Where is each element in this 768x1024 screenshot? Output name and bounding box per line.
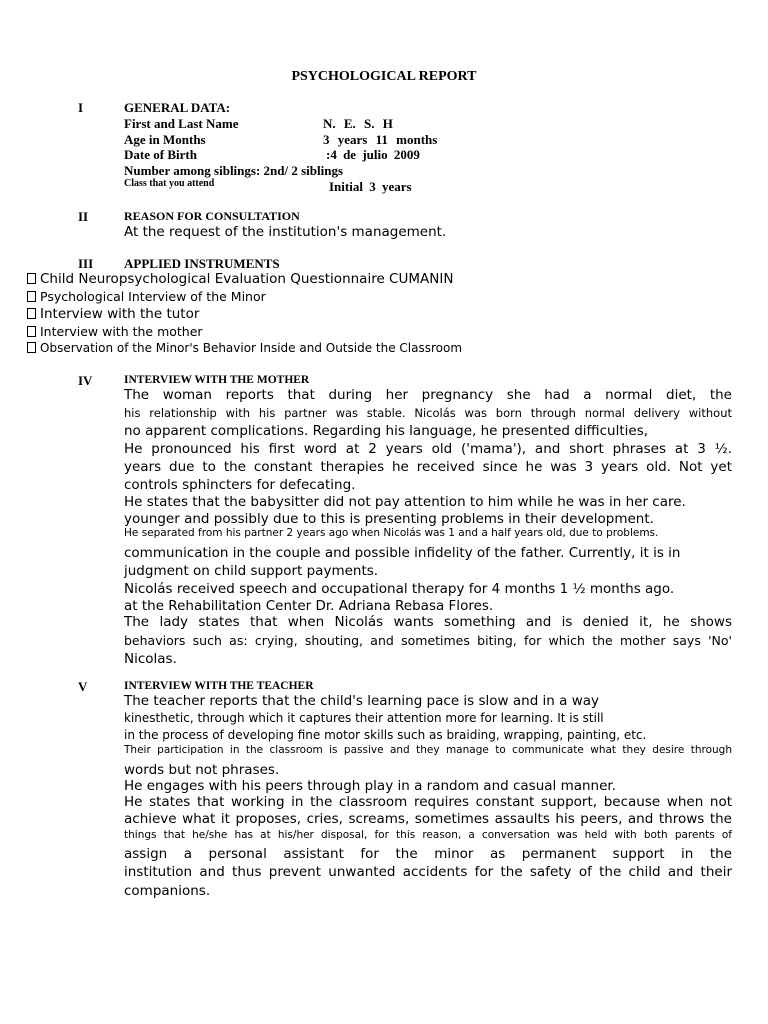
text-line: The woman reports that during her pregnancy she had a normal diet, the: [124, 387, 732, 403]
field-label-class: Class that you attend: [124, 178, 215, 189]
instrument-item: Observation of the Minor's Behavior Inside and Outside the Classroom: [27, 341, 462, 355]
text-line: younger and possibly due to this is presenting problems in their development.: [124, 511, 654, 527]
section-number-teacher: V: [78, 679, 88, 694]
instrument-item: Child Neuropsychological Evaluation Questionnaire CUMANIN: [27, 271, 453, 287]
text-line: communication in the couple and possible infidelity of the father. Currently, it is in: [124, 545, 681, 561]
section-number-general: I: [78, 100, 84, 115]
text-line: institution and thus prevent unwanted accidents for the safety of the child and their: [124, 864, 732, 880]
section-number-reason: II: [78, 209, 89, 224]
text-line: He pronounced his first word at 2 years old ('mama'), and short phrases at 3 ½.: [124, 441, 732, 457]
section-number-instruments: III: [78, 256, 94, 271]
text-line: He separated from his partner 2 years ago when Nicolás was 1 and a half years old, due to problems.: [124, 527, 659, 539]
mother-heading: INTERVIEW WITH THE MOTHER: [124, 374, 310, 386]
checkbox-icon: [27, 342, 36, 353]
teacher-paragraph: [124, 693, 732, 901]
field-label-dob: Date of Birth: [124, 147, 197, 162]
text-line: no apparent complications. Regarding his language, he presented difficulties,: [124, 423, 649, 439]
reason-heading: REASON FOR CONSULTATION: [124, 209, 300, 223]
text-line: kinesthetic, through which it captures their attention more for learning. It is still: [124, 711, 604, 725]
text-line: He engages with his peers through play in a random and casual manner.: [124, 778, 617, 794]
instruments-heading: APPLIED INSTRUMENTS: [124, 256, 280, 271]
text-line: in the process of developing fine motor skills such as braiding, wrapping, painting, etc.: [124, 728, 647, 742]
instrument-item: Psychological Interview of the Minor: [27, 289, 266, 304]
field-label-age: Age in Months: [124, 132, 206, 147]
text-line: companions.: [124, 883, 211, 899]
text-line: Nicolas.: [124, 651, 177, 667]
text-line: The teacher reports that the child's learning pace is slow and in a way: [124, 693, 600, 709]
text-line: controls sphincters for defecating.: [124, 477, 356, 493]
text-line: behaviors such as: crying, shouting, and sometimes biting, for which the mother says 'No': [124, 633, 732, 648]
text-line: He states that the babysitter did not pay attention to him while he was in her care.: [124, 494, 686, 510]
text-line: years due to the constant therapies he received since he was 3 years old. Not yet: [124, 459, 732, 475]
field-value-class: Initial 3 years: [329, 179, 412, 194]
text-line: He states that working in the classroom requires constant support, because when not: [124, 794, 732, 810]
text-line: at the Rehabilitation Center Dr. Adriana Rebasa Flores.: [124, 598, 494, 614]
text-line: judgment on child support payments.: [124, 563, 379, 579]
mother-paragraph: [124, 387, 732, 669]
general-data-heading: GENERAL DATA:: [124, 100, 231, 115]
text-line: his relationship with his partner was stable. Nicolás was born through normal delivery without: [124, 406, 732, 420]
reason-text: At the request of the institution's management.: [124, 224, 447, 240]
teacher-heading: INTERVIEW WITH THE TEACHER: [124, 680, 314, 692]
field-label-name: First and Last Name: [124, 116, 239, 131]
text-line: assign a personal assistant for the minor as permanent support in the: [124, 846, 732, 862]
text-line: Nicolás received speech and occupational therapy for 4 months 1 ½ months ago.: [124, 581, 675, 597]
instrument-item: Interview with the mother: [27, 324, 203, 339]
checkbox-icon: [27, 291, 36, 302]
text-line: Their participation in the classroom is passive and they manage to communicate what they desire through: [124, 744, 732, 756]
field-label-siblings: Number among siblings: 2nd/ 2 siblings: [124, 163, 344, 178]
section-number-mother: IV: [78, 373, 93, 388]
checkbox-icon: [27, 326, 36, 337]
text-line: words but not phrases.: [124, 762, 280, 778]
checkbox-icon: [27, 273, 36, 284]
text-line: The lady states that when Nicolás wants something and is denied it, he shows: [124, 614, 732, 630]
page-title: PSYCHOLOGICAL REPORT: [291, 69, 477, 84]
text-line: things that he/she has at his/her disposal, for this reason, a conversation was held with both parents of: [124, 829, 732, 841]
instrument-item: Interview with the tutor: [27, 306, 199, 322]
field-value-name: N. E. S. H: [323, 116, 393, 131]
field-value-dob: :4 de julio 2009: [326, 147, 420, 162]
text-line: achieve what it proposes, cries, screams, sometimes assaults his peers, and throws the: [124, 811, 732, 827]
checkbox-icon: [27, 308, 36, 319]
field-value-age: 3 years 11 months: [323, 132, 438, 147]
